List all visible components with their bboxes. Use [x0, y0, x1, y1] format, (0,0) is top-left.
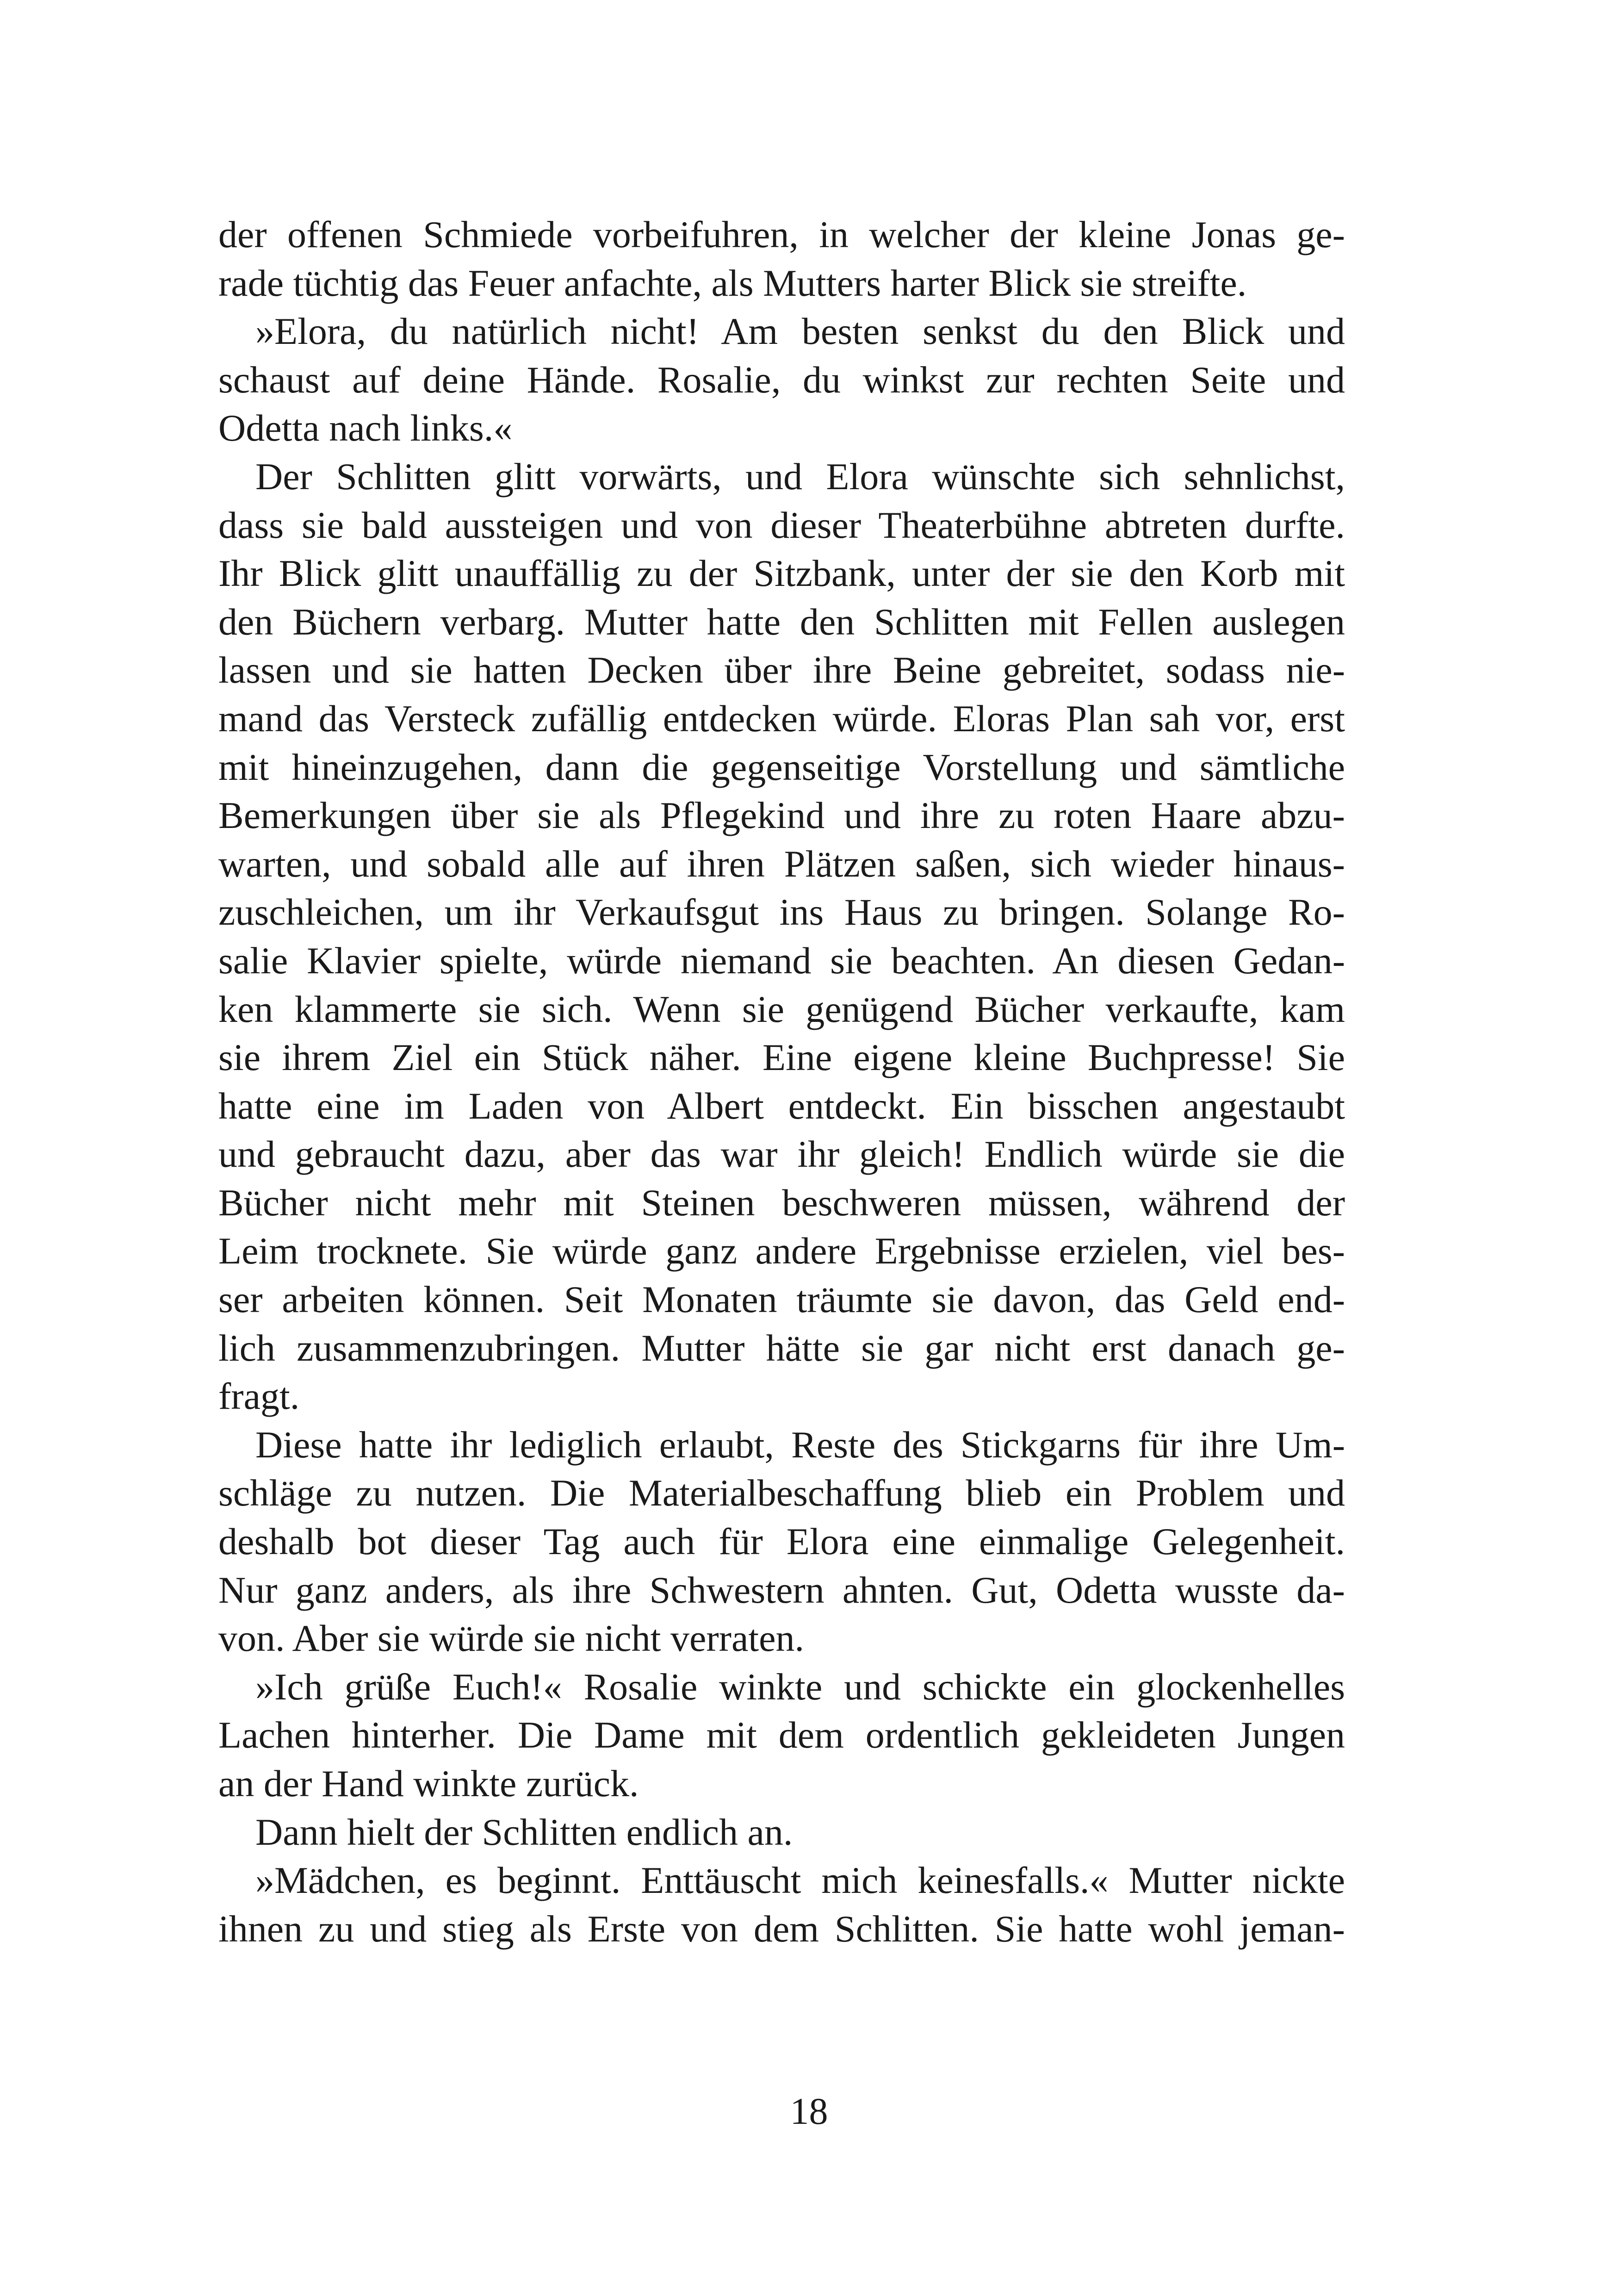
- text-line: Der Schlitten glitt vorwärts, und Elora wünschte sich sehnlichst,: [255, 455, 1345, 498]
- text-line: deshalb bot dieser Tag auch für Elora eine einmalige Gelegenheit.: [218, 1520, 1345, 1563]
- text-line: lich zusammenzubringen. Mutter hätte sie gar nicht erst danach ge-: [218, 1326, 1345, 1369]
- text-line: den Büchern verbarg. Mutter hatte den Schlitten mit Fellen auslegen: [218, 600, 1345, 643]
- body-text: [218, 211, 1345, 1953]
- text-line: Bücher nicht mehr mit Steinen beschweren müssen, während der: [218, 1181, 1345, 1224]
- text-line: mand das Versteck zufällig entdecken würde. Eloras Plan sah vor, erst: [218, 697, 1345, 740]
- text-line: ser arbeiten können. Seit Monaten träumte sie davon, das Geld end-: [218, 1278, 1345, 1321]
- text-line: schläge zu nutzen. Die Materialbeschaffung blieb ein Problem und: [218, 1472, 1345, 1514]
- text-line: Diese hatte ihr lediglich erlaubt, Reste des Stickgarns für ihre Um-: [255, 1423, 1345, 1466]
- text-line: sie ihrem Ziel ein Stück näher. Eine eigene kleine Buchpresse! Sie: [218, 1036, 1345, 1079]
- text-line: hatte eine im Laden von Albert entdeckt. Ein bisschen angestaubt: [218, 1084, 1345, 1127]
- text-line: Lachen hinterher. Die Dame mit dem ordentlich gekleideten Jungen: [218, 1714, 1345, 1756]
- text-line: »Elora, du natürlich nicht! Am besten senkst du den Blick und: [255, 310, 1345, 353]
- text-line: zuschleichen, um ihr Verkaufsgut ins Haus zu bringen. Solange Ro-: [218, 891, 1345, 933]
- text-line: ihnen zu und stieg als Erste von dem Schlitten. Sie hatte wohl jeman-: [218, 1907, 1345, 1950]
- text-line: mit hineinzugehen, dann die gegenseitige Vorstellung und sämtliche: [218, 746, 1345, 788]
- text-line: rade tüchtig das Feuer anfachte, als Mutters harter Blick sie streifte.: [218, 261, 1247, 304]
- text-line: dass sie bald aussteigen und von dieser Theaterbühne abtreten durfte.: [218, 504, 1345, 546]
- text-line: der offenen Schmiede vorbeifuhren, in welcher der kleine Jonas ge-: [218, 213, 1345, 255]
- text-line: fragt.: [218, 1375, 300, 1418]
- text-line: und gebraucht dazu, aber das war ihr gleich! Endlich würde sie die: [218, 1133, 1345, 1176]
- text-line: Odetta nach links.«: [218, 407, 513, 449]
- text-line: schaust auf deine Hände. Rosalie, du winkst zur rechten Seite und: [218, 358, 1345, 401]
- text-line: an der Hand winkte zurück.: [218, 1762, 639, 1804]
- text-line: warten, und sobald alle auf ihren Plätzen saßen, sich wieder hinaus-: [218, 842, 1345, 885]
- text-line: Leim trocknete. Sie würde ganz andere Ergebnisse erzielen, viel bes-: [218, 1230, 1345, 1272]
- text-line: Dann hielt der Schlitten endlich an.: [255, 1811, 793, 1853]
- text-line: Bemerkungen über sie als Pflegekind und ihre zu roten Haare abzu-: [218, 794, 1345, 837]
- text-line: lassen und sie hatten Decken über ihre Beine gebreitet, sodass nie-: [218, 649, 1345, 691]
- text-line: salie Klavier spielte, würde niemand sie beachten. An diesen Gedan-: [218, 939, 1345, 982]
- text-line: Nur ganz anders, als ihre Schwestern ahnten. Gut, Odetta wusste da-: [218, 1568, 1345, 1611]
- text-line: von. Aber sie würde sie nicht verraten.: [218, 1617, 805, 1660]
- text-line: »Ich grüße Euch!« Rosalie winkte und schickte ein glockenhelles: [255, 1665, 1345, 1708]
- text-line: ken klammerte sie sich. Wenn sie genügend Bücher verkaufte, kam: [218, 988, 1345, 1030]
- text-line: »Mädchen, es beginnt. Enttäuscht mich keinesfalls.« Mutter nickte: [255, 1859, 1345, 1902]
- page-number: 18: [790, 2090, 828, 2132]
- text-line: Ihr Blick glitt unauffällig zu der Sitzbank, unter der sie den Korb mit: [218, 552, 1345, 595]
